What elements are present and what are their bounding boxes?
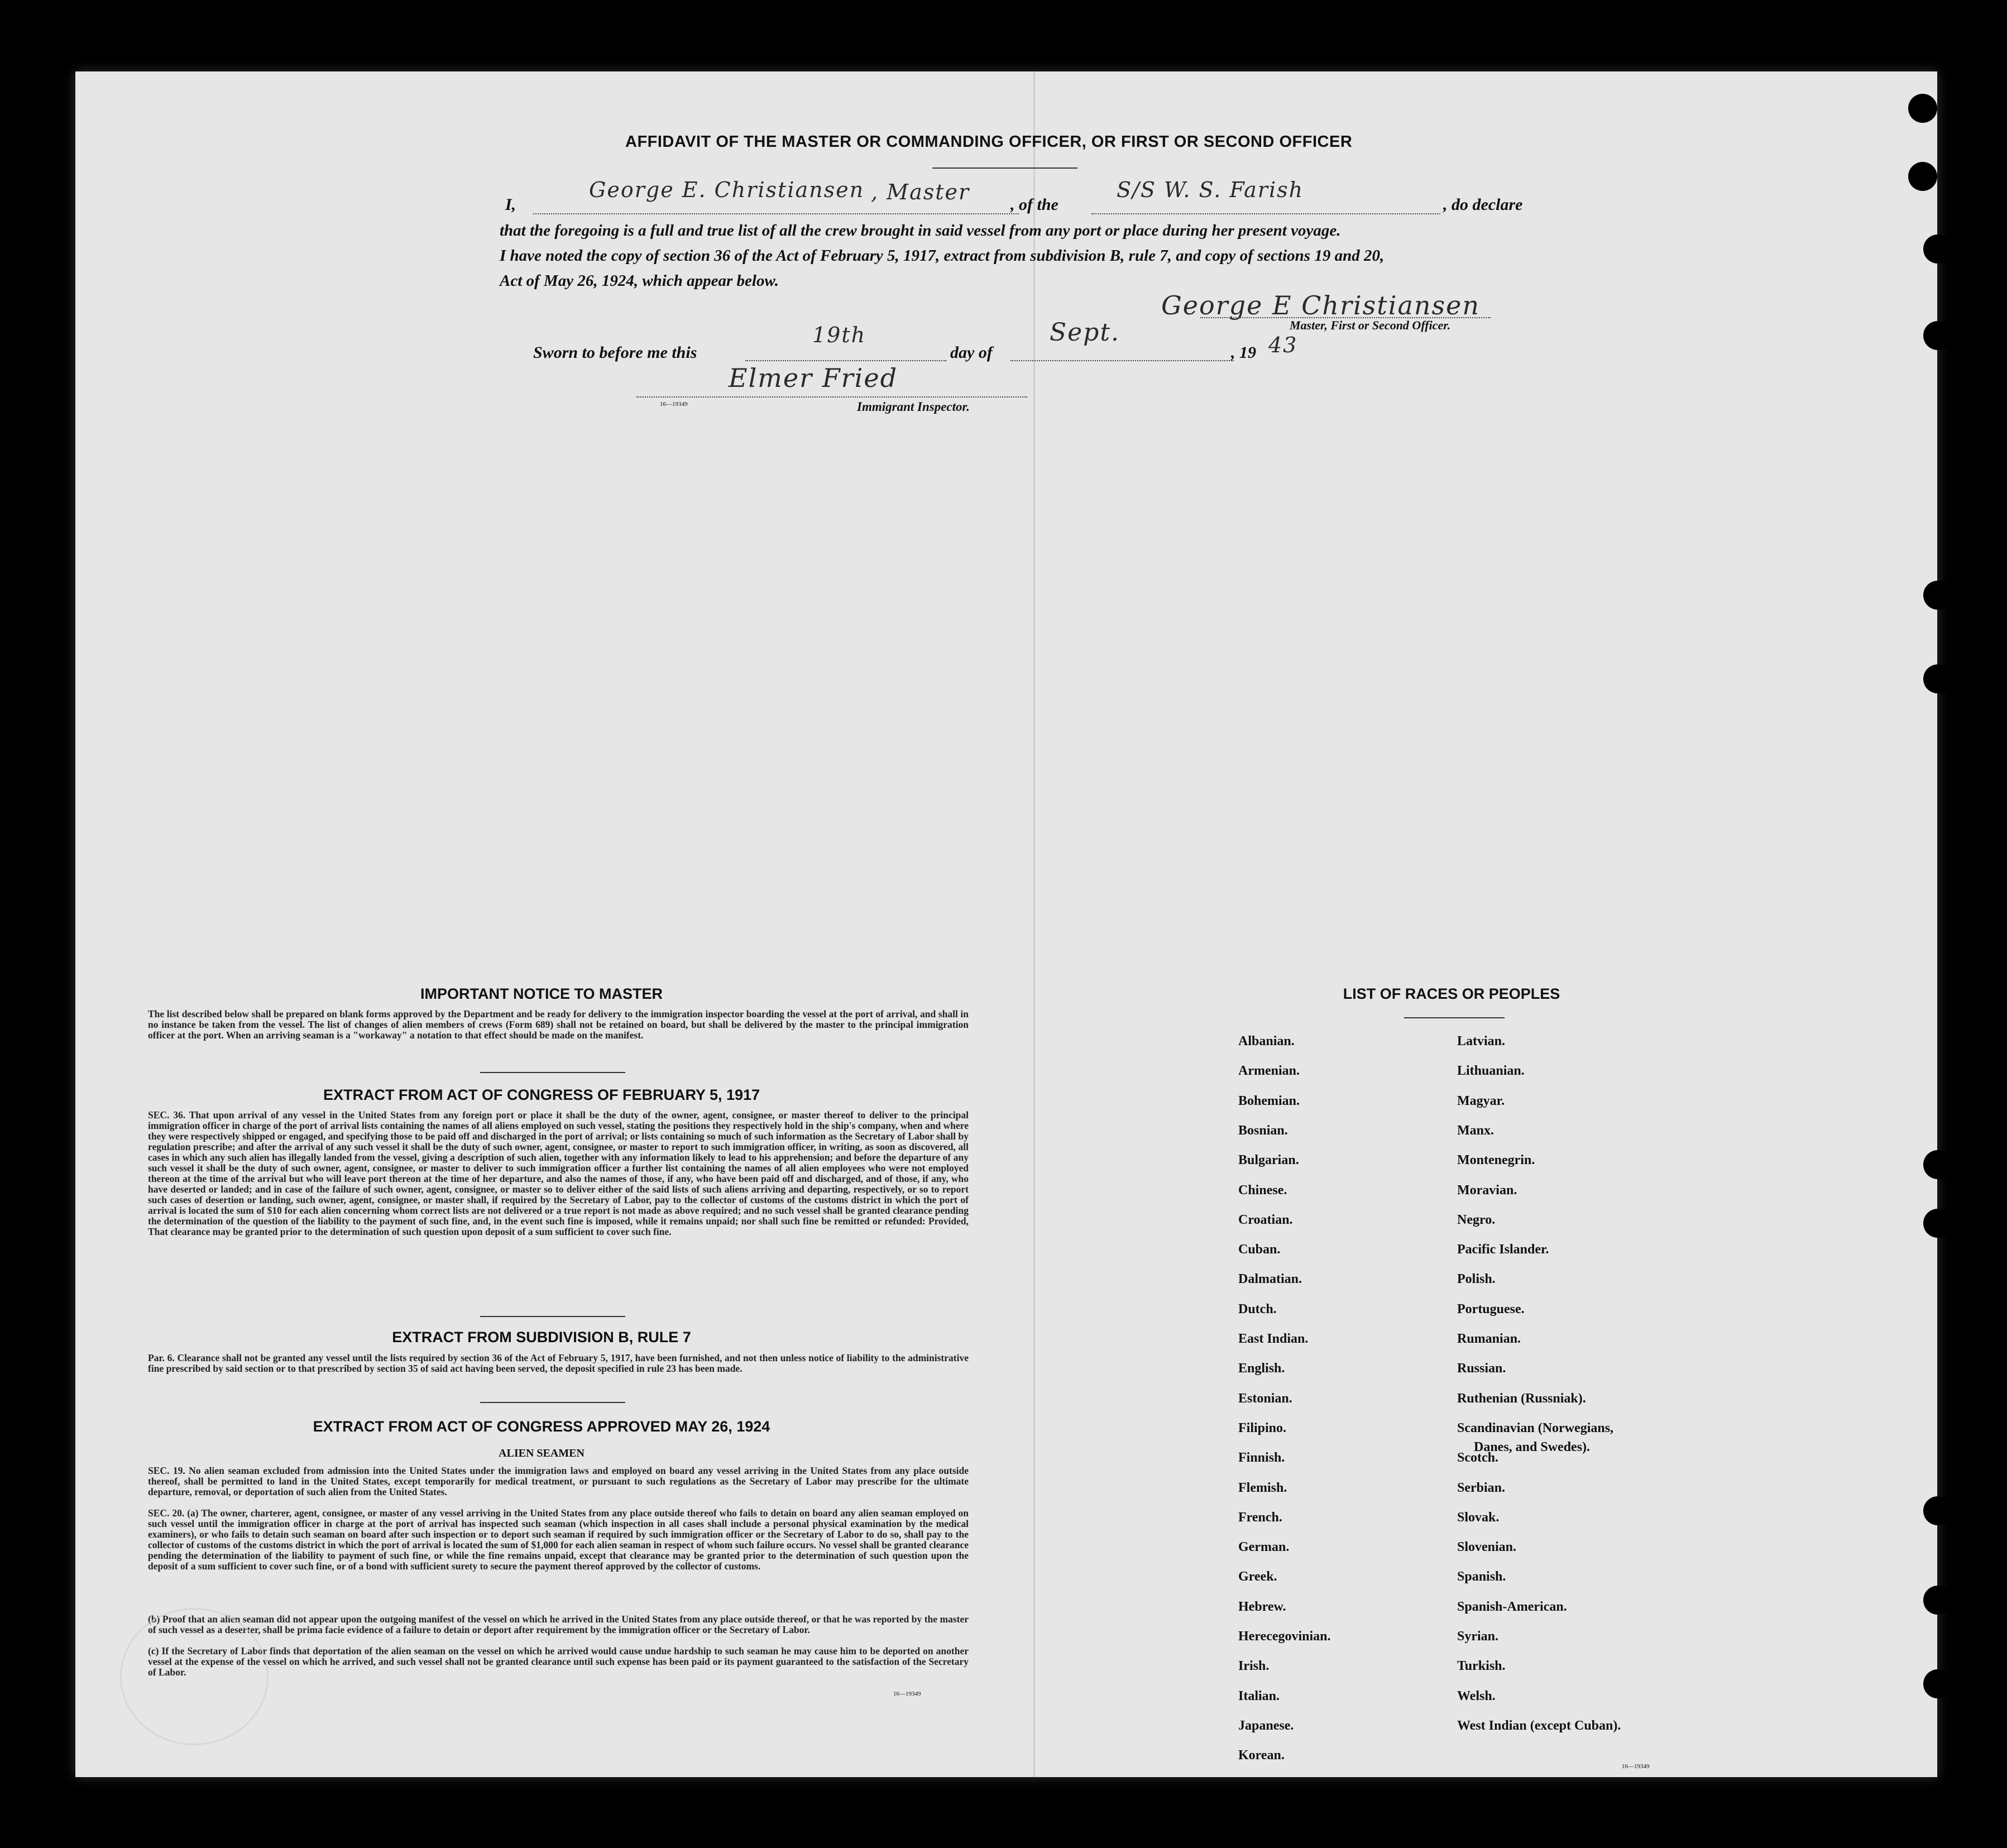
race-item: French. — [1238, 1510, 1282, 1525]
race-item: Magyar. — [1457, 1093, 1505, 1108]
race-item: Syrian. — [1457, 1629, 1499, 1644]
master-rank: , Master — [871, 180, 970, 204]
punch-hole — [1923, 1209, 1952, 1238]
race-item: Moravian. — [1457, 1182, 1517, 1198]
race-item: Italian. — [1238, 1688, 1280, 1703]
do-declare-label: , do declare — [1443, 195, 1523, 214]
race-item: Japanese. — [1238, 1718, 1294, 1733]
master-signature: George E Christiansen — [1161, 290, 1480, 320]
of-the-label: , of the — [1010, 195, 1058, 214]
race-item: Flemish. — [1238, 1480, 1287, 1495]
race-item: Polish. — [1457, 1272, 1496, 1287]
race-item: German. — [1238, 1540, 1290, 1555]
race-item: Scandinavian (Norwegians, — [1457, 1420, 1614, 1435]
race-item: Serbian. — [1457, 1480, 1506, 1495]
race-item: Chinese. — [1238, 1182, 1287, 1198]
races-title: LIST OF RACES OR PEOPLES — [1343, 985, 1560, 1002]
punch-hole — [1923, 581, 1952, 610]
punch-hole — [1923, 1586, 1952, 1615]
inspector-caption: Immigrant Inspector. — [857, 400, 970, 414]
extract-1924-p2: SEC. 20. (a) The owner, charterer, agent, consignee, or master of any vessel arriving in the United States from any place outside thereof who fails to detain on board any alien seaman employed on such vessel until the immigration officer in charge at the port of arrival has inspected such seaman (which inspection in all cases shall include a personal physical examination by the medical examiners), or who fails to detain such seaman on board after such inspection or to deport such seaman if required by such immigration officer or the Secretary of Labor to do so, shall pay to the collector of customs of the customs district in which the port of arrival is located the sum of $1,000 for each alien seaman in respect of whom such failure occurs. No vessel shall be granted clearance pending the determination of the liability to payment of such fine, or while the fine remains unpaid, except that clearance may be granted prior to the determination of such question upon the deposit of a sum sufficient to cover such fine, or of a bond with sufficient surety to secure the payment thereof approved by the collector of customs. — [148, 1507, 969, 1572]
form-number: 16—19349 — [893, 1691, 921, 1697]
race-item: Bulgarian. — [1238, 1153, 1299, 1168]
notice-title: IMPORTANT NOTICE TO MASTER — [420, 985, 663, 1002]
section-rule — [480, 1402, 625, 1403]
extract-1917-text: SEC. 36. That upon arrival of any vessel in the United States from any foreign port or place it shall be the duty of the owner, agent, consignee, or master thereof to deliver to the principal immigration officer in charge of the port of arrival lists containing the names of all aliens employed on such vessel, stating the positions they respectively hold in the ship's company, when and where they were respectively shipped or engaged, and specifying those to be paid off and discharged in the port of arrival; or lists containing so much of such information as the Secretary of Labor shall by regulation prescribe; and after the arrival of any such vessel it shall be the duty of such owner, agent, consignee, or master to report to such immigration officer, in writing, as soon as discovered, all cases in which any such alien has illegally landed from the vessel, giving a description of such alien, together with any information likely to lead to his apprehension; and before the departure of any such vessel it shall be the duty of such owner, agent, consignee, or master to deliver to such immigration officer a further list containing the names of all alien employees who were not employed thereon at the time of the arrival but who will leave port thereon at the time of her departure, and also the names of those, if any, who have been paid off and discharged, and of those, if any, who have deserted or landed; and in case of the failure of such owner, agent, consignee, or master so to deliver either of the said lists of such aliens arriving and departing, respectively, or so to report such cases of desertion or landing, such owner, agent, consignee, or master shall, if required by the Secretary of Labor, pay to the collector of customs of the customs district in which the port of arrival is located the sum of $10 for each alien concerning whom correct lists are not delivered or a true report is not made as above required; and no such vessel shall be granted clearance pending the determination of the question of the liability to the payment of such fine, and, in the event such fine is imposed, while it remains unpaid; nor shall such fine be remitted or refunded: Provided, That clearance may be granted prior to the determination of such question upon deposit of a sum sufficient to cover such fine. — [148, 1109, 969, 1237]
race-item: Croatian. — [1238, 1212, 1293, 1227]
form-number: 16—19349 — [660, 401, 688, 408]
punch-hole — [1923, 1669, 1952, 1698]
race-item: English. — [1238, 1361, 1285, 1376]
section-rule — [480, 1316, 625, 1317]
affidavit-line2: that the foregoing is a full and true list of all the crew brought in said vessel from any port or place during her present voyage. — [500, 222, 1341, 240]
punch-hole — [1908, 162, 1937, 191]
race-item: Negro. — [1457, 1212, 1496, 1227]
race-item: Korean. — [1238, 1748, 1285, 1763]
race-item: Filipino. — [1238, 1420, 1287, 1435]
race-item: Albanian. — [1238, 1034, 1295, 1049]
race-item: Dutch. — [1238, 1301, 1277, 1316]
race-item: Irish. — [1238, 1659, 1270, 1674]
affidavit-line4: Act of May 26, 1924, which appear below. — [500, 272, 779, 290]
race-item: Latvian. — [1457, 1034, 1506, 1049]
race-item: Spanish-American. — [1457, 1599, 1567, 1614]
race-item: Portuguese. — [1457, 1301, 1525, 1316]
vessel-name-line — [1091, 213, 1440, 214]
affidavit-line3: I have noted the copy of section 36 of the Act of February 5, 1917, extract from subdivision B, rule 7, and copy of sections 19 and 20, — [500, 247, 1385, 265]
extract-1924-title: EXTRACT FROM ACT OF CONGRESS APPROVED MAY 26, 1924 — [313, 1418, 770, 1435]
extract-1924-p1: SEC. 19. No alien seaman excluded from admission into the United States under the immigration laws and employed on board any vessel arriving in the United States from any place outside thereof, shall be permitted to land in the United States, except temporarily for medical treatment, or pursuant to such regulations as the Secretary of Labor may prescribe for the ultimate departure, removal, or deportation of such alien from the United States. — [148, 1465, 969, 1497]
notice-text: The list described below shall be prepared on blank forms approved by the Department and be ready for delivery to the immigration inspector boarding the vessel at the port of arrival, and shall in no instance be taken from the vessel. The list of changes of alien members of crews (Form 689) shall not be retained on board, but shall be delivered by the master to the principal immigration officer at the port. When an arriving seaman is a "workaway" a notation to that effect should be made on the manifest. — [148, 1008, 969, 1041]
punch-hole — [1923, 234, 1952, 264]
affidavit-prefix: I, — [505, 195, 516, 214]
race-item: Spanish. — [1457, 1569, 1506, 1584]
race-item: Armenian. — [1238, 1064, 1300, 1079]
race-item: Finnish. — [1238, 1450, 1285, 1466]
sworn-label: Sworn to before me this — [533, 343, 697, 362]
master-name-line — [533, 213, 1019, 214]
signature-caption: Master, First or Second Officer. — [1290, 318, 1451, 332]
punch-hole — [1923, 1496, 1952, 1525]
race-item: Cuban. — [1238, 1242, 1281, 1257]
subdivision-b-title: EXTRACT FROM SUBDIVISION B, RULE 7 — [392, 1329, 691, 1346]
inspector-line — [636, 396, 1027, 398]
race-item: Estonian. — [1238, 1391, 1292, 1406]
punch-hole — [1908, 94, 1937, 123]
day-line — [745, 360, 946, 361]
extract-1924-subtitle: ALIEN SEAMEN — [499, 1447, 585, 1459]
sworn-day: 19th — [812, 323, 866, 347]
race-item: Bosnian. — [1238, 1123, 1288, 1138]
race-item: Slovenian. — [1457, 1540, 1517, 1555]
race-item: Welsh. — [1457, 1688, 1496, 1703]
race-item: Slovak. — [1457, 1510, 1500, 1525]
races-title-rule — [1404, 1017, 1505, 1018]
race-item: West Indian (except Cuban). — [1457, 1718, 1621, 1733]
race-item: Scotch. — [1457, 1450, 1498, 1466]
vessel-name: S/S W. S. Farish — [1117, 178, 1304, 202]
race-item: Rumanian. — [1457, 1332, 1521, 1346]
month-line — [1010, 360, 1234, 361]
race-item: Manx. — [1457, 1123, 1494, 1138]
section-rule — [480, 1072, 625, 1073]
race-item: Dalmatian. — [1238, 1272, 1302, 1287]
inspector-signature: Elmer Fried — [729, 363, 898, 393]
punch-hole — [1923, 664, 1952, 693]
title-rule — [932, 167, 1077, 169]
race-item: Pacific Islander. — [1457, 1242, 1549, 1257]
form-number: 16—19349 — [1622, 1763, 1650, 1770]
race-item: Greek. — [1238, 1569, 1277, 1584]
race-item: Herecegovinian. — [1238, 1629, 1331, 1644]
sworn-year: 43 — [1268, 333, 1298, 357]
page-fold — [1033, 71, 1035, 1777]
master-name: George E. Christiansen — [589, 178, 865, 202]
extract-1917-title: EXTRACT FROM ACT OF CONGRESS OF FEBRUARY 5, 1917 — [323, 1086, 760, 1103]
race-item: Montenegrin. — [1457, 1153, 1535, 1168]
punch-hole — [1923, 321, 1952, 350]
day-of-label: day of — [950, 343, 993, 362]
embossed-seal — [120, 1608, 269, 1745]
race-item: Turkish. — [1457, 1659, 1506, 1674]
race-item: East Indian. — [1238, 1332, 1309, 1346]
year-label: , 19 — [1231, 343, 1256, 362]
extract-1924-p3: (b) Proof that an alien seaman did not appear upon the outgoing manifest of the vessel on which he arrived in the United States from any place outside thereof, or that he was reported by the master of such vessel as a deserter, shall be prima facie evidence of a failure to detain or deport after requirement by the immigration officer or the Secretary of Labor. — [148, 1614, 969, 1635]
race-item: Lithuanian. — [1457, 1064, 1525, 1079]
subdivision-b-text: Par. 6. Clearance shall not be granted any vessel until the lists required by section 36 of the Act of February 5, 1917, have been furnished, and not then unless notice of liability to the administrative fine prescribed by said section or to that prescribed by section 35 of said act having been served, the deposit specified in rule 23 has been made. — [148, 1352, 969, 1374]
race-item: Ruthenian (Russniak). — [1457, 1391, 1586, 1406]
race-item: Hebrew. — [1238, 1599, 1286, 1614]
extract-1924-p4: (c) If the Secretary of Labor finds that deportation of the alien seaman on the vessel on which he arrived would cause undue hardship to such seaman he may cause him to be deported on another vessel at the expense of the vessel on which he arrived, and such vessel shall not be granted clearance until such expense has been paid or its payment guaranteed to the satisfaction of the Secretary of Labor. — [148, 1645, 969, 1678]
sworn-month: Sept. — [1050, 318, 1120, 347]
race-item: Danes, and Swedes). — [1474, 1439, 1591, 1454]
race-item: Bohemian. — [1238, 1093, 1300, 1108]
race-item: Russian. — [1457, 1361, 1506, 1376]
punch-hole — [1923, 1150, 1952, 1179]
affidavit-title: AFFIDAVIT OF THE MASTER OR COMMANDING OFFICER, OR FIRST OR SECOND OFFICER — [625, 133, 1353, 151]
